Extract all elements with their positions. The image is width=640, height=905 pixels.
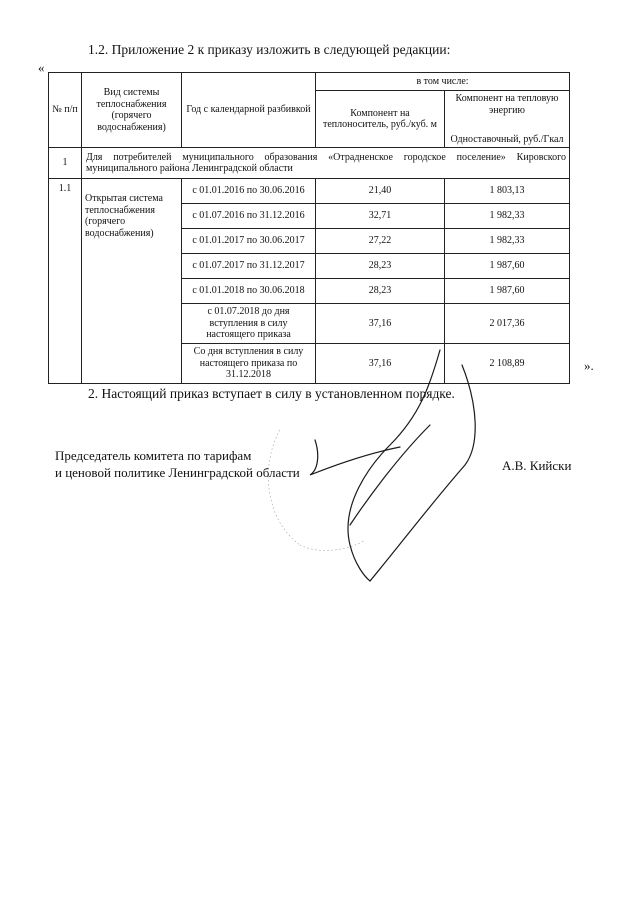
header-number: № п/п xyxy=(49,73,82,148)
section-heading: 1.2. Приложение 2 к приказу изложить в следующей редакции: xyxy=(88,42,451,57)
header-energy-sublabel: Одноставочный, руб./Гкал xyxy=(450,133,564,145)
table-row xyxy=(49,179,570,204)
system-type-cell: Открытая система теплоснабжения (горячего водоснабжения) xyxy=(82,179,182,384)
carrier-value: 28,23 xyxy=(316,279,445,304)
org-row-number: 1 xyxy=(49,148,82,179)
tariff-table xyxy=(48,72,570,384)
header-energy-label: Компонент на тепловую энергию xyxy=(455,93,559,116)
carrier-value: 28,23 xyxy=(316,254,445,279)
carrier-value: 21,40 xyxy=(316,179,445,204)
chair-title xyxy=(55,447,300,481)
energy-value: 1 803,13 xyxy=(445,179,570,204)
signer-name: А.В. Кийски xyxy=(502,458,572,473)
energy-value: 1 982,33 xyxy=(445,204,570,229)
org-row-text: Для потребителей муниципального образования «Отрадненское городское поселение» Кировского муниципального района Ленинградской области xyxy=(82,148,570,179)
period-cell: с 01.07.2018 до дня вступления в силу настоящего приказа xyxy=(182,304,316,344)
chair-title-line-2: и ценовой политике Ленинградской области xyxy=(55,465,300,480)
period-cell: с 01.07.2017 по 31.12.2017 xyxy=(182,254,316,279)
opening-quote: « xyxy=(38,60,45,75)
energy-value: 2 017,36 xyxy=(445,304,570,344)
period-cell: Со дня вступления в силу настоящего приказа по 31.12.2018 xyxy=(182,344,316,384)
header-system-type: Вид системы теплоснабжения (горячего водоснабжения) xyxy=(82,73,182,148)
header-energy-component xyxy=(445,91,570,148)
paragraph-2: 2. Настоящий приказ вступает в силу в установленном порядке. xyxy=(88,386,455,401)
org-row xyxy=(49,148,570,179)
period-cell: с 01.01.2018 по 30.06.2018 xyxy=(182,279,316,304)
header-year: Год с календарной разбивкой xyxy=(182,73,316,148)
carrier-value: 32,71 xyxy=(316,204,445,229)
energy-value: 2 108,89 xyxy=(445,344,570,384)
energy-value: 1 987,60 xyxy=(445,254,570,279)
closing-quote: ». xyxy=(584,358,594,373)
carrier-value: 37,16 xyxy=(316,344,445,384)
chair-title-line-1: Председатель комитета по тарифам xyxy=(55,448,252,463)
energy-value: 1 987,60 xyxy=(445,279,570,304)
carrier-value: 37,16 xyxy=(316,304,445,344)
header-carrier-component: Компонент на теплоноситель, руб./куб. м xyxy=(316,91,445,148)
carrier-value: 27,22 xyxy=(316,229,445,254)
period-cell: с 01.01.2017 по 30.06.2017 xyxy=(182,229,316,254)
header-including: в том числе: xyxy=(316,73,570,91)
energy-value: 1 982,33 xyxy=(445,229,570,254)
period-cell: с 01.07.2016 по 31.12.2016 xyxy=(182,204,316,229)
period-cell: с 01.01.2016 по 30.06.2016 xyxy=(182,179,316,204)
group-number: 1.1 xyxy=(49,179,82,384)
